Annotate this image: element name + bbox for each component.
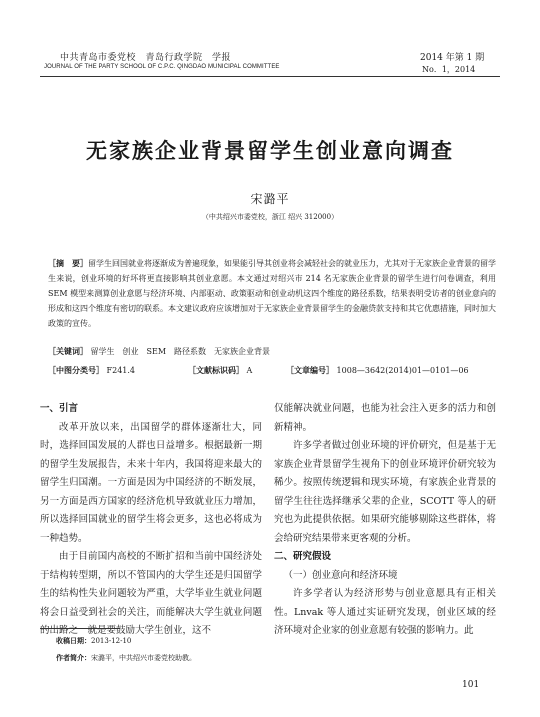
article-id-value: 1008—3642(2014)01—0101—06 — [336, 366, 469, 375]
abstract-text: 留学生回国就业将逐渐成为普遍现象，如果能引导其创业将会减轻社会的就业压力，尤其对于无家族企业背景的留学生来说，创业环境的好坏将更直接影响其创业意愿。本文通过对绍兴市 214 名无家族企业背景的留学生进行问卷调查，利用 SEM 模型来测算创业意愿与经济环境、内部驱动、政策驱动和创业动机这四个维度的路径系数，结果表明受访者的创业意向的形成和这四个维度有密切的联系。本文建议政府应该增加对于无家族企业背景留学生的金融贷款支持和其它优惠措施，同时加大政策的宣传。 — [48, 259, 496, 328]
article-id-label: ［文章编号］ — [286, 365, 334, 375]
body-paragraph-continued: 仅能解决就业问题，也能为社会注入更多的活力和创新精神。 — [274, 403, 496, 433]
footnote-received — [56, 636, 131, 646]
body-paragraph: 许多学者认为经济形势与创业意愿具有正相关性。Lnvak 等人通过实证研究发现，创业区域的经济环境对企业家的创业意愿有较强的影响力。此 — [274, 588, 496, 636]
clc-value: F241.4 — [106, 366, 135, 375]
abstract — [48, 256, 496, 331]
footnote-author — [56, 653, 196, 663]
author-bio-label: 作者简介： — [56, 653, 91, 662]
page-number: 101 — [462, 680, 480, 690]
section-heading: 一、引言 — [40, 403, 79, 414]
abstract-label: ［摘 要］ — [48, 258, 88, 268]
footnote-rule — [40, 628, 120, 629]
body-paragraph: 许多学者做过创业环境的评价研究，但是基于无家族企业背景留学生视角下的创业环境评价研究较为稀少。按照传统逻辑和现实环境，有家族企业背景的留学生往往选择继承父辈的企业，SCOTT 等人的研究也为此提供依据。如果研究能够剔除这些群体，将会给研究结果带来更客观的分析。 — [274, 440, 496, 544]
author-name: 宋潞平 — [250, 192, 290, 206]
article-title: 无家族企业背景留学生创业意向调查 — [86, 138, 454, 163]
author-bio: 宋潞平，中共绍兴市委党校助教。 — [91, 654, 196, 662]
received-date: 2013-12-10 — [91, 637, 132, 645]
issue-en: No．1，2014 — [422, 65, 476, 74]
doc-label: ［文献标识码］ — [188, 365, 244, 375]
body-column-right — [274, 400, 496, 641]
journal-title-en: JOURNAL OF THE PARTY SCHOOL OF C.P.C. QINGDAO MUNICIPAL COMMITTEE — [44, 64, 280, 70]
keywords-label: ［关键词］ — [48, 346, 88, 356]
clc-label: ［中图分类号］ — [48, 365, 104, 375]
journal-title-cn: 中共青岛市委党校 青岛行政学院 学报 — [60, 53, 232, 63]
subsection-heading: （一）创业意向和经济环境 — [283, 569, 398, 581]
body-column-left — [40, 400, 262, 641]
author-affiliation: （中共绍兴市委党校，浙江 绍兴 312000） — [201, 213, 339, 221]
doc-code — [188, 365, 252, 376]
doc-value: A — [246, 366, 253, 375]
body-paragraph: 改革开放以来，出国留学的群体逐渐壮大，同时，选择回国发展的人群也日益增多。根据最新一期的留学生发展报告，未来十年内，我国将迎来最大的留学生归国潮。一方面是因为中国经济的不断发展，另一方面是西方国家的经济危机导致就业压力增加，所以选择回国就业的留学生将会更多，这也必将成为一种趋势。 — [40, 421, 262, 544]
keywords — [48, 346, 270, 357]
article-id — [286, 365, 469, 376]
received-label: 收稿日期： — [56, 636, 91, 645]
header-rule — [40, 76, 500, 77]
section-heading: 二、研究假设 — [274, 551, 332, 562]
clc-number — [48, 365, 135, 376]
body-paragraph: 由于目前国内高校的不断扩招和当前中国经济处于结构转型期，所以不管国内的大学生还是归国留学生的结构性失业问题较为严重，大学毕业生就业问题将会日益受到社会的关注，而能解决大学生就业问题的出路之一就是要鼓励大学生创业，这不 — [40, 551, 262, 636]
keywords-text: 留学生 创业 SEM 路径系数 无家族企业背景 — [90, 347, 271, 356]
issue-cn: 2014 年第 1 期 — [420, 53, 485, 63]
